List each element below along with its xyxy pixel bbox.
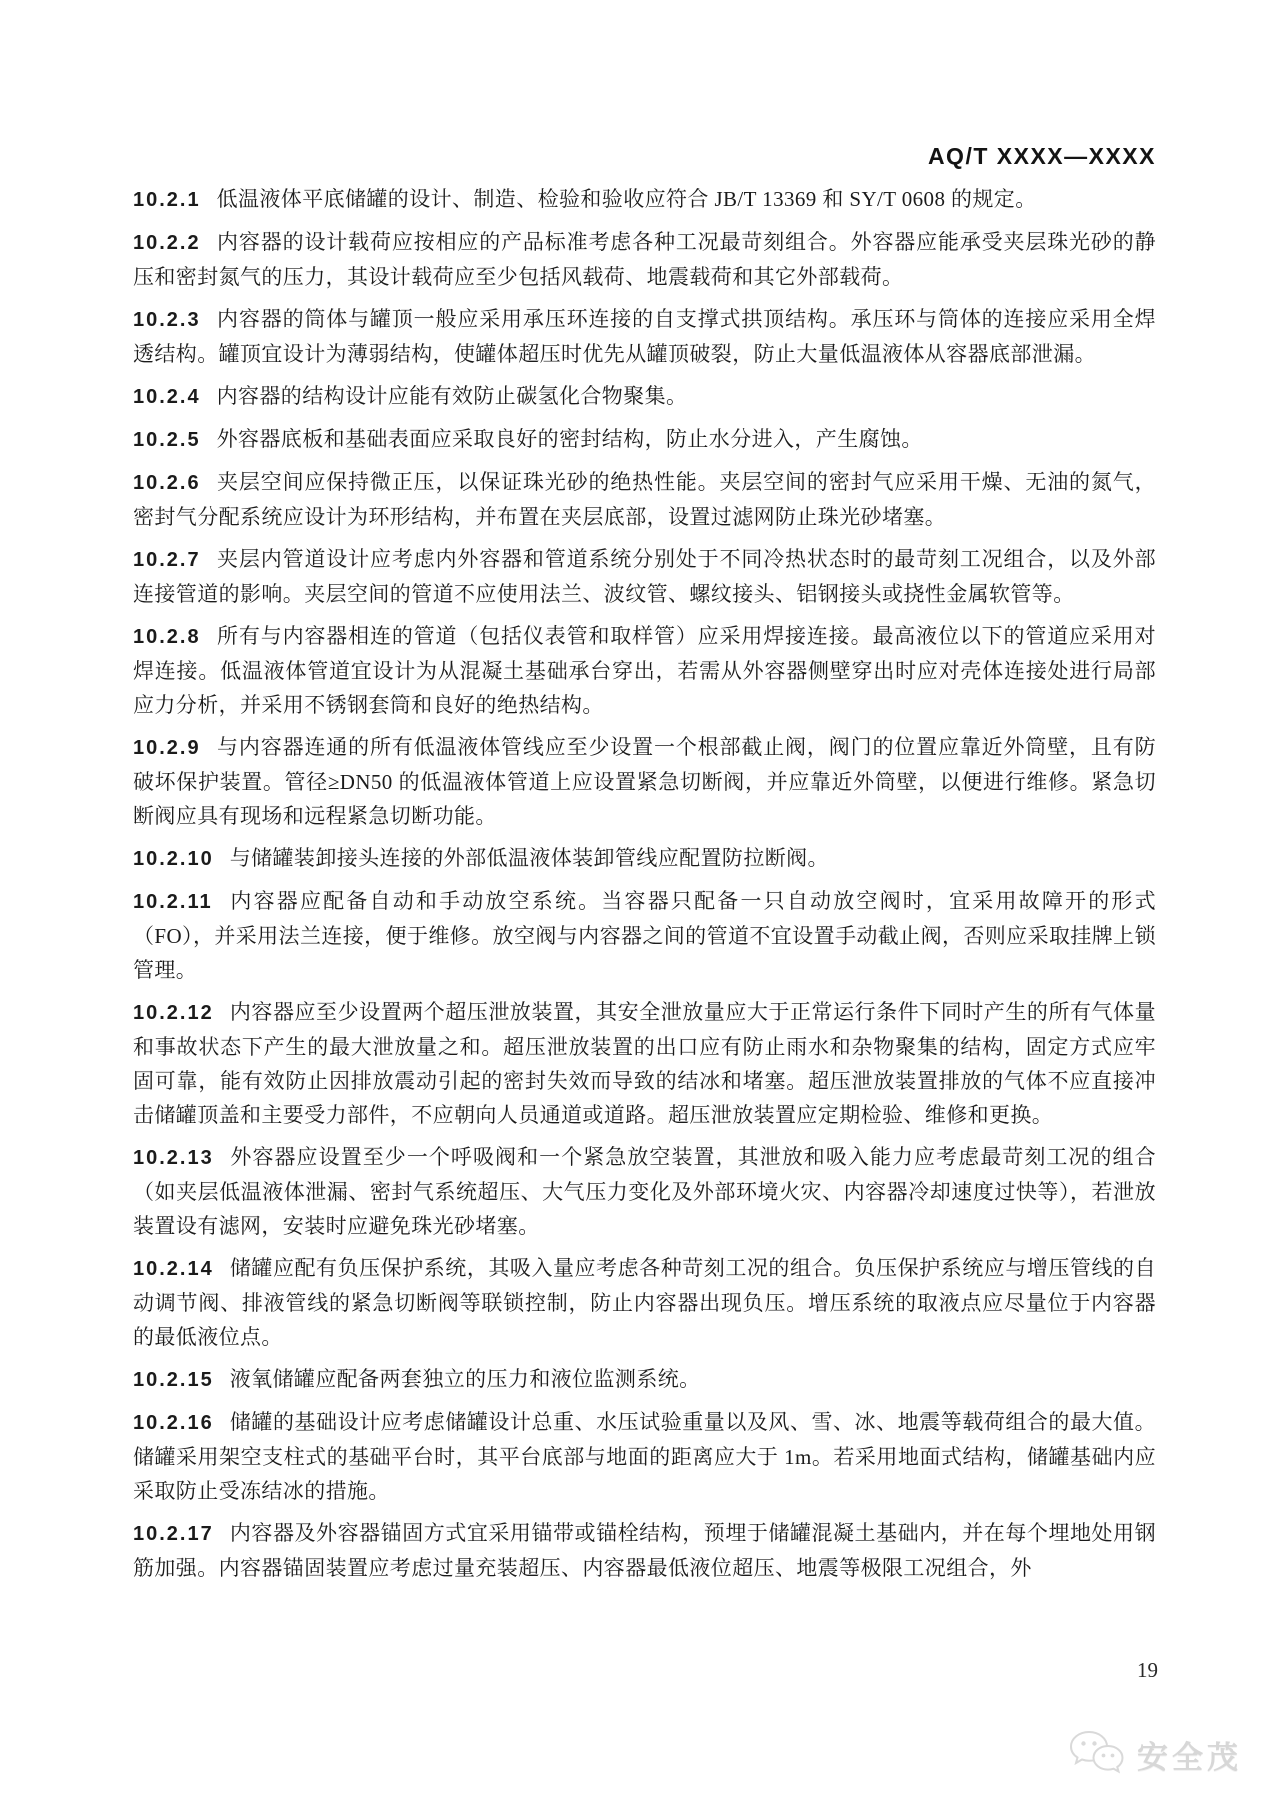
clause-number: 10.2.14 [133,1258,214,1280]
clause-text: 储罐应配有负压保护系统，其吸入量应考虑各种苛刻工况的组合。负压保护系统应与增压管线的自动调节阀、排液管线的紧急切断阀等联锁控制，防止内容器出现负压。增压系统的取液点应尽量位于内容器的最低液位点。 [133,1256,1156,1349]
clause-text: 夹层内管道设计应考虑内外容器和管道系统分别处于不同冷热状态时的最苛刻工况组合，以及外部连接管道的影响。夹层空间的管道不应使用法兰、波纹管、螺纹接头、铝钢接头或挠性金属软管等。 [133,547,1156,606]
clause-text: 内容器及外容器锚固方式宜采用锚带或锚栓结构，预埋于储罐混凝土基础内，并在每个埋地处用钢筋加强。内容器锚固装置应考虑过量充装超压、内容器最低液位超压、地震等极限工况组合，外 [133,1521,1156,1580]
clause-10-2-9 [133,730,1156,833]
clause-10-2-5 [133,422,1156,457]
clause-text: 夹层空间应保持微正压，以保证珠光砂的绝热性能。夹层空间的密封气应采用干燥、无油的氮气，密封气分配系统应设计为环形结构，并布置在夹层底部，设置过滤网防止珠光砂堵塞。 [133,470,1156,529]
clause-text: 与内容器连通的所有低温液体管线应至少设置一个根部截止阀，阀门的位置应靠近外筒壁，且有防破坏保护装置。管径≥DN50 的低温液体管道上应设置紧急切断阀，并应靠近外筒壁，以便进行维修。紧急切断阀应具有现场和远程紧急切断功能。 [133,735,1156,828]
clause-10-2-2 [133,225,1156,294]
clause-text: 内容器应至少设置两个超压泄放装置，其安全泄放量应大于正常运行条件下同时产生的所有气体量和事故状态下产生的最大泄放量之和。超压泄放装置的出口应有防止雨水和杂物聚集的结构，固定方式应牢固可靠，能有效防止因排放震动引起的密封失效而导致的结冰和堵塞。超压泄放装置排放的气体不应直接冲击储罐顶盖和主要受力部件，不应朝向人员通道或道路。超压泄放装置应定期检验、维修和更换。 [133,1000,1156,1127]
clause-10-2-13 [133,1140,1156,1243]
clause-text: 外容器底板和基础表面应采取良好的密封结构，防止水分进入，产生腐蚀。 [216,427,923,451]
clause-text: 液氧储罐应配备两套独立的压力和液位监测系统。 [229,1367,701,1391]
clause-number: 10.2.8 [133,626,201,648]
clause-number: 10.2.13 [133,1147,214,1169]
clause-10-2-3 [133,302,1156,371]
clause-text: 低温液体平底储罐的设计、制造、检验和验收应符合 JB/T 13369 和 SY/T 0608 的规定。 [216,187,1037,211]
clause-10-2-14 [133,1251,1156,1354]
clause-number: 10.2.2 [133,232,201,254]
clause-10-2-4 [133,379,1156,414]
clause-number: 10.2.5 [133,429,201,451]
clause-10-2-12 [133,995,1156,1132]
clause-text: 外容器应设置至少一个呼吸阀和一个紧急放空装置，其泄放和吸入能力应考虑最苛刻工况的组合（如夹层低温液体泄漏、密封气系统超压、大气压力变化及外部环境火灾、内容器冷却速度过快等），若泄放装置设有滤网，安装时应避免珠光砂堵塞。 [133,1145,1156,1238]
clause-10-2-16 [133,1405,1156,1508]
clause-list [133,182,1156,1593]
clause-number: 10.2.6 [133,472,201,494]
clause-text: 与储罐装卸接头连接的外部低温液体装卸管线应配置防拉断阀。 [229,846,829,870]
clause-text: 储罐的基础设计应考虑储罐设计总重、水压试验重量以及风、雪、冰、地震等载荷组合的最大值。储罐采用架空支柱式的基础平台时，其平台底部与地面的距离应大于 1m。若采用地面式结构，储罐基础内应采取防止受冻结冰的措施。 [133,1410,1156,1503]
clause-10-2-6 [133,465,1156,534]
document-code-header: AQ/T XXXX—XXXX [927,143,1156,169]
clause-number: 10.2.3 [133,309,201,331]
clause-text: 内容器应配备自动和手动放空系统。当容器只配备一只自动放空阀时，宜采用故障开的形式（FO），并采用法兰连接，便于维修。放空阀与内容器之间的管道不宜设置手动截止阀，否则应采取挂牌上锁管理。 [133,889,1156,982]
clause-10-2-11 [133,884,1156,987]
watermark-brand-text: 安全茂 [1137,1739,1242,1775]
clause-text: 所有与内容器相连的管道（包括仪表管和取样管）应采用焊接连接。最高液位以下的管道应采用对焊连接。低温液体管道宜设计为从混凝土基础承台穿出，若需从外容器侧壁穿出时应对壳体连接处进行局部应力分析，并采用不锈钢套筒和良好的绝热结构。 [133,624,1156,717]
clause-number: 10.2.1 [133,189,201,211]
clause-text: 内容器的设计载荷应按相应的产品标准考虑各种工况最苛刻组合。外容器应能承受夹层珠光砂的静压和密封氮气的压力，其设计载荷应至少包括风载荷、地震载荷和其它外部载荷。 [133,230,1156,289]
clause-10-2-7 [133,542,1156,611]
watermark [1067,1728,1242,1780]
clause-number: 10.2.11 [133,891,213,913]
clause-number: 10.2.9 [133,737,201,759]
clause-text: 内容器的筒体与罐顶一般应采用承压环连接的自支撑式拱顶结构。承压环与筒体的连接应采用全焊透结构。罐顶宜设计为薄弱结构，使罐体超压时优先从罐顶破裂，防止大量低温液体从容器底部泄漏。 [133,307,1156,366]
clause-10-2-17 [133,1516,1156,1585]
clause-number: 10.2.15 [133,1369,214,1391]
clause-10-2-15 [133,1362,1156,1397]
clause-number: 10.2.7 [133,549,201,571]
clause-number: 10.2.10 [133,848,214,870]
clause-10-2-1 [133,182,1156,217]
clause-number: 10.2.17 [133,1523,214,1545]
clause-number: 10.2.12 [133,1002,214,1024]
clause-number: 10.2.16 [133,1412,214,1434]
clause-number: 10.2.4 [133,386,201,408]
clause-10-2-10 [133,841,1156,876]
clause-10-2-8 [133,619,1156,722]
wechat-logo-icon [1067,1728,1127,1780]
clause-text: 内容器的结构设计应能有效防止碳氢化合物聚集。 [216,384,688,408]
page-number: 19 [1137,1658,1158,1682]
